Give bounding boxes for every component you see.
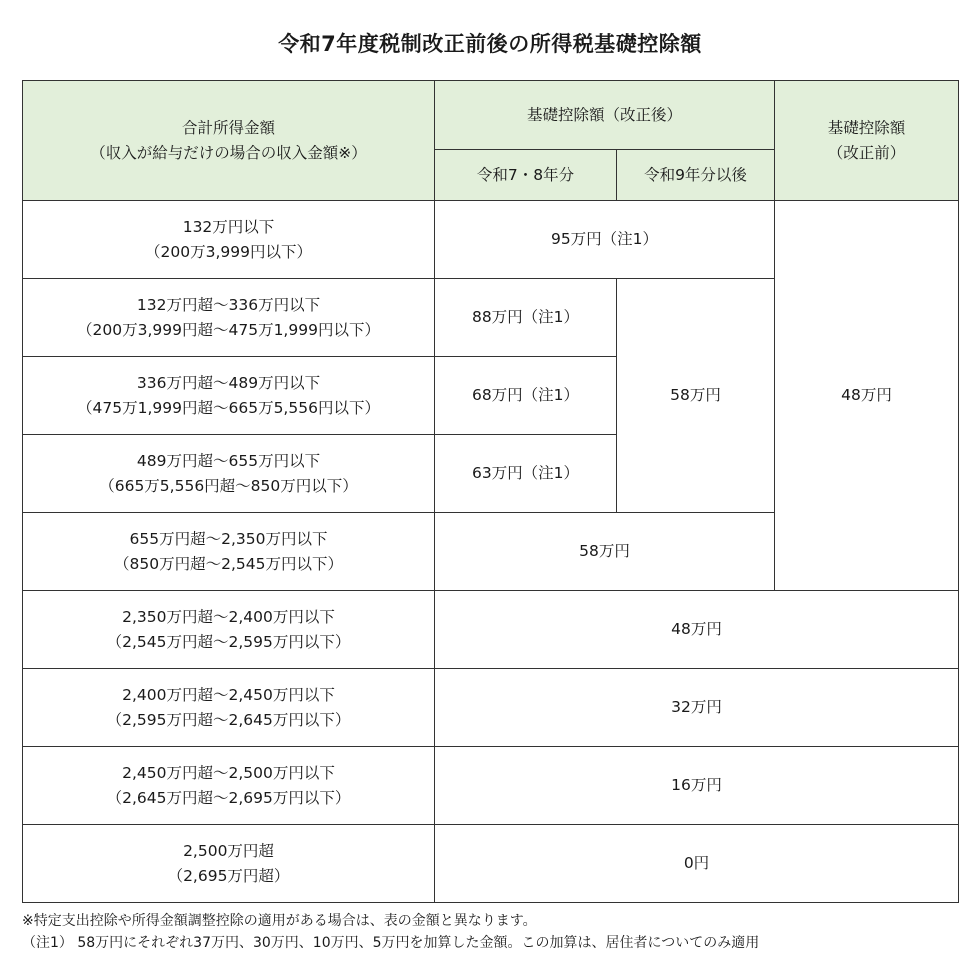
salary-range: （2,595万円超～2,645万円以下）	[106, 710, 351, 729]
before-header-line2: （改正前）	[827, 143, 906, 162]
income-range: 132万円超～336万円以下	[136, 295, 321, 314]
deduction-table	[22, 80, 959, 903]
deduction-value: 0円	[435, 825, 959, 903]
income-range: 336万円超～489万円以下	[136, 373, 321, 392]
income-cell	[23, 357, 435, 435]
after-reform-header: 基礎控除額（改正後）	[435, 81, 775, 150]
income-cell	[23, 591, 435, 669]
table-row	[23, 747, 959, 825]
income-cell	[23, 513, 435, 591]
income-cell	[23, 669, 435, 747]
income-range: 2,450万円超～2,500万円以下	[122, 763, 335, 782]
table-row	[23, 591, 959, 669]
r9-header: 令和9年分以後	[617, 150, 775, 201]
income-cell	[23, 435, 435, 513]
salary-range: （200万3,999円以下）	[145, 242, 312, 261]
deduction-value: 32万円	[435, 669, 959, 747]
before-reform-header	[775, 81, 959, 201]
r7-8-header: 令和7・8年分	[435, 150, 617, 201]
income-header-line1: 合計所得金額	[181, 118, 275, 137]
income-range: 2,400万円超～2,450万円以下	[122, 685, 335, 704]
deduction-value-before: 48万円	[775, 201, 959, 591]
salary-range: （850万円超～2,545万円以下）	[114, 554, 343, 573]
income-range: 489万円超～655万円以下	[136, 451, 321, 470]
income-header-line2: （収入が給与だけの場合の収入金額※）	[90, 143, 367, 162]
deduction-value: 88万円（注1）	[435, 279, 617, 357]
income-cell	[23, 747, 435, 825]
deduction-value-r9: 58万円	[617, 279, 775, 513]
income-range: 2,500万円超	[183, 841, 274, 860]
income-range: 132万円以下	[182, 217, 275, 236]
income-cell	[23, 279, 435, 357]
salary-range: （200万3,999円超～475万1,999円以下）	[77, 320, 380, 339]
deduction-value: 68万円（注1）	[435, 357, 617, 435]
deduction-value: 58万円	[435, 513, 775, 591]
before-header-line1: 基礎控除額	[827, 118, 906, 137]
footnotes	[22, 910, 962, 954]
salary-range: （2,695万円超）	[167, 866, 290, 885]
table-row	[23, 825, 959, 903]
table-row	[23, 201, 959, 279]
income-range: 655万円超～2,350万円以下	[129, 529, 328, 548]
page-title: 令和7年度税制改正前後の所得税基礎控除額	[278, 32, 702, 56]
salary-range: （2,545万円超～2,595万円以下）	[106, 632, 351, 651]
salary-range: （665万5,556円超～850万円以下）	[99, 476, 358, 495]
deduction-value: 95万円（注1）	[435, 201, 775, 279]
income-column-header	[23, 81, 435, 201]
deduction-value: 16万円	[435, 747, 959, 825]
income-range: 2,350万円超～2,400万円以下	[122, 607, 335, 626]
footnote-1: （注1） 58万円にそれぞれ37万円、30万円、10万円、5万円を加算した金額。この加算は、居住者についてのみ適用	[22, 935, 760, 951]
income-cell	[23, 825, 435, 903]
deduction-value: 48万円	[435, 591, 959, 669]
table-row	[23, 669, 959, 747]
footnote-special-deduction: ※特定支出控除や所得金額調整控除の適用がある場合は、表の金額と異なります。	[22, 913, 537, 929]
income-cell	[23, 201, 435, 279]
salary-range: （475万1,999円超～665万5,556円以下）	[77, 398, 380, 417]
deduction-value: 63万円（注1）	[435, 435, 617, 513]
salary-range: （2,645万円超～2,695万円以下）	[106, 788, 351, 807]
